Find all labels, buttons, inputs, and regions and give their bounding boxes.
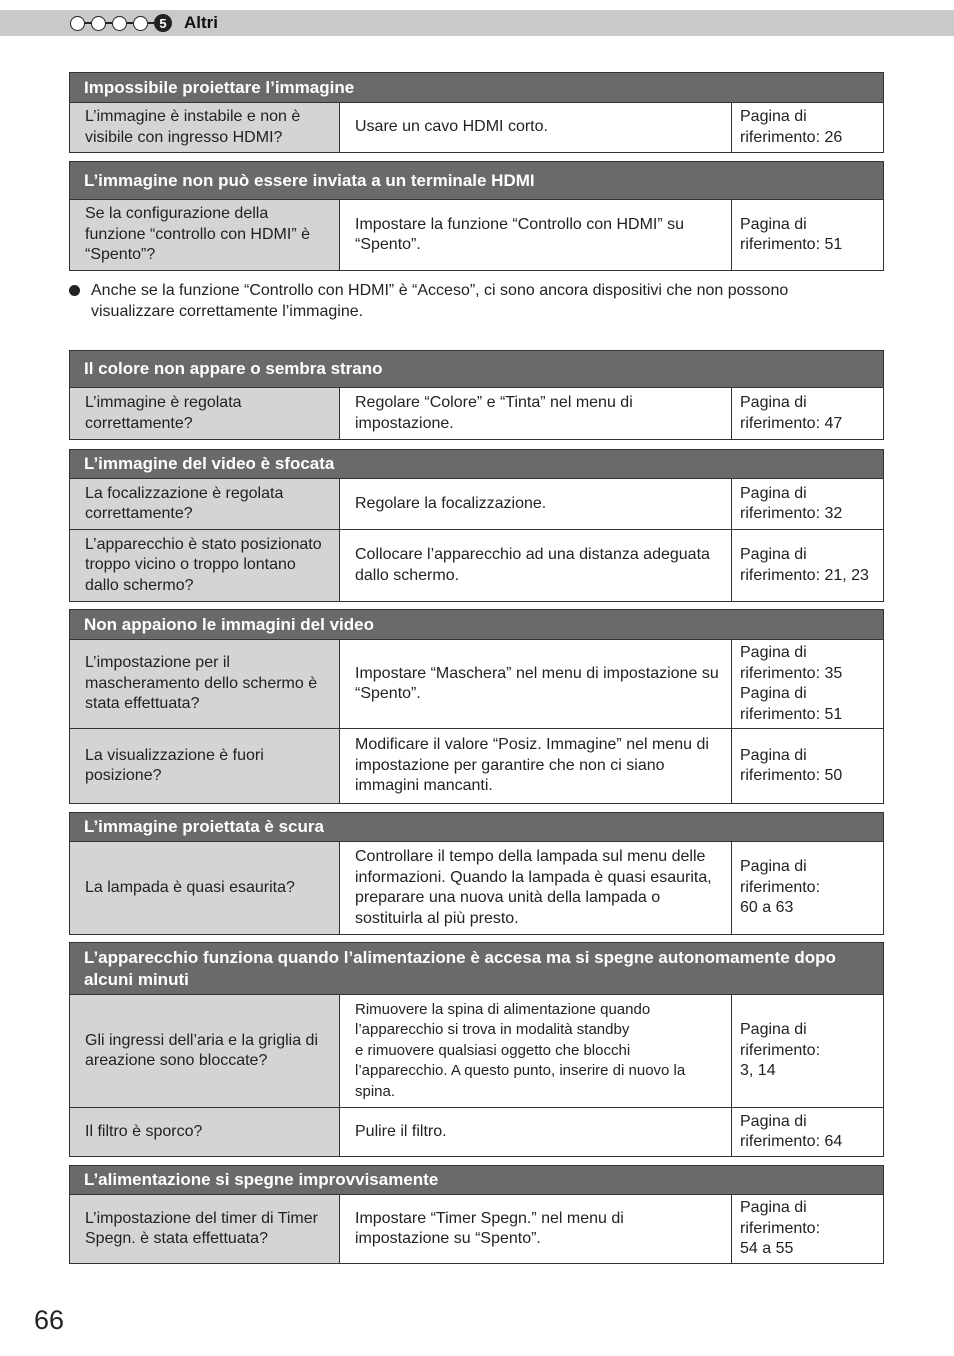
- troubleshoot-block-hdmi-output: [69, 161, 884, 271]
- reference-cell: Pagina di riferimento: 51: [740, 215, 843, 253]
- solution-cell: Modificare il valore “Posiz. Immagine” nel menu di impostazione per garantire che non ci siano immagini mancanti.: [340, 729, 732, 803]
- table-row: [70, 200, 883, 270]
- reference-cell: Pagina di riferimento: 26: [740, 108, 843, 146]
- block-title: Non appaiono le immagini del video: [70, 610, 883, 640]
- troubleshoot-block-blurry: [69, 449, 884, 602]
- block-title: L’immagine proiettata è scura: [70, 813, 883, 842]
- table-row: [70, 479, 883, 530]
- table-row: [70, 1195, 883, 1263]
- solution-cell: Impostare “Timer Spegn.” nel menu di impostazione su “Spento”.: [340, 1195, 732, 1263]
- problem-cell: La lampada è quasi esaurita?: [70, 842, 340, 934]
- step-5-active-circle: 5: [154, 14, 172, 32]
- block-title: L’alimentazione si spegne improvvisamente: [70, 1166, 883, 1195]
- problem-cell: Se la configurazione della funzione “controllo con HDMI” è “Spento”?: [70, 200, 340, 270]
- step-2-circle-icon: [91, 16, 106, 31]
- table-row: [70, 842, 883, 934]
- page-number: 66: [34, 1305, 65, 1335]
- solution-cell: Rimuovere la spina di alimentazione quando l’apparecchio si trova in modalità standby e rimuovere qualsiasi oggetto che blocchi l’apparecchio. A questo punto, inserire di nuovo la spina.: [340, 995, 732, 1107]
- note-text: Anche se la funzione “Controllo con HDMI” è “Acceso”, ci sono ancora dispositivi che non possono visualizzare correttamente l’immagine.: [91, 282, 789, 320]
- table-row: [70, 1108, 883, 1156]
- solution-cell: Pulire il filtro.: [340, 1108, 732, 1156]
- reference-cell: Pagina di riferimento: 64: [740, 1112, 843, 1150]
- problem-cell: Il filtro è sporco?: [70, 1108, 340, 1156]
- reference-cell: Pagina di riferimento: 21, 23: [740, 546, 869, 584]
- note: [69, 280, 869, 322]
- reference-cell: Pagina di riferimento: 47: [740, 394, 843, 432]
- table-row: [70, 640, 883, 729]
- block-title: L’immagine non può essere inviata a un terminale HDMI: [70, 162, 883, 200]
- step-4-circle-icon: [133, 16, 148, 31]
- problem-cell: L’immagine è regolata correttamente?: [70, 388, 340, 439]
- reference-cell: Pagina di riferimento: 32: [740, 484, 843, 522]
- step-indicator: [70, 14, 172, 32]
- table-row: [70, 388, 883, 439]
- block-title: Il colore non appare o sembra strano: [70, 351, 883, 388]
- table-row: [70, 530, 883, 601]
- troubleshoot-block-sudden-shutdown: [69, 1165, 884, 1264]
- block-title: L’immagine del video è sfocata: [70, 450, 883, 479]
- troubleshoot-block-no-video: [69, 609, 884, 804]
- reference-cell: Pagina di riferimento: 50: [740, 746, 843, 784]
- solution-cell: Collocare l’apparecchio ad una distanza adeguata dallo schermo.: [340, 530, 732, 601]
- table-row: [70, 995, 883, 1108]
- reference-cell: Pagina di riferimento: 60 a 63: [740, 858, 821, 917]
- block-title: Impossibile proiettare l’immagine: [70, 73, 883, 103]
- block-title: L’apparecchio funziona quando l’alimentazione è accesa ma si spegne autonomamente dopo alcuni minuti: [70, 943, 883, 995]
- troubleshoot-block-auto-shutdown: [69, 942, 884, 1157]
- problem-cell: La focalizzazione è regolata correttamente?: [70, 479, 340, 529]
- problem-cell: L’immagine è instabile e non è visibile con ingresso HDMI?: [70, 103, 340, 152]
- step-1-circle-icon: [70, 16, 85, 31]
- solution-cell: Usare un cavo HDMI corto.: [340, 103, 732, 152]
- reference-cell: Pagina di riferimento: 3, 14: [740, 1021, 821, 1080]
- problem-cell: L’impostazione del timer di Timer Spegn. è stata effettuata?: [70, 1195, 340, 1263]
- solution-cell: Impostare “Maschera” nel menu di impostazione su “Spento”.: [340, 640, 732, 728]
- problem-cell: Gli ingressi dell’aria e la griglia di areazione sono bloccate?: [70, 995, 340, 1107]
- table-row: [70, 103, 883, 152]
- problem-cell: La visualizzazione è fuori posizione?: [70, 729, 340, 803]
- troubleshoot-block-no-image: [69, 72, 884, 153]
- solution-cell: Controllare il tempo della lampada sul menu delle informazioni. Quando la lampada è quasi esaurita, preparare una nuova unità della lampada o sostituirla al più presto.: [340, 842, 732, 934]
- section-header-bar: [0, 10, 954, 36]
- troubleshoot-block-dark-image: [69, 812, 884, 935]
- step-3-circle-icon: [112, 16, 127, 31]
- solution-cell: Impostare la funzione “Controllo con HDMI” su “Spento”.: [340, 200, 732, 270]
- solution-cell: Regolare “Colore” e “Tinta” nel menu di impostazione.: [340, 388, 732, 439]
- problem-cell: L’impostazione per il mascheramento dello schermo è stata effettuata?: [70, 640, 340, 728]
- troubleshoot-block-color: [69, 350, 884, 440]
- reference-cell: Pagina di riferimento: 35 Pagina di riferimento: 51: [740, 644, 843, 723]
- solution-cell: Regolare la focalizzazione.: [340, 479, 732, 529]
- table-row: [70, 729, 883, 803]
- bullet-icon: [69, 285, 80, 296]
- problem-cell: L’apparecchio è stato posizionato troppo vicino o troppo lontano dallo schermo?: [70, 530, 340, 601]
- reference-cell: Pagina di riferimento: 54 a 55: [740, 1199, 821, 1258]
- section-title: Altri: [184, 13, 218, 32]
